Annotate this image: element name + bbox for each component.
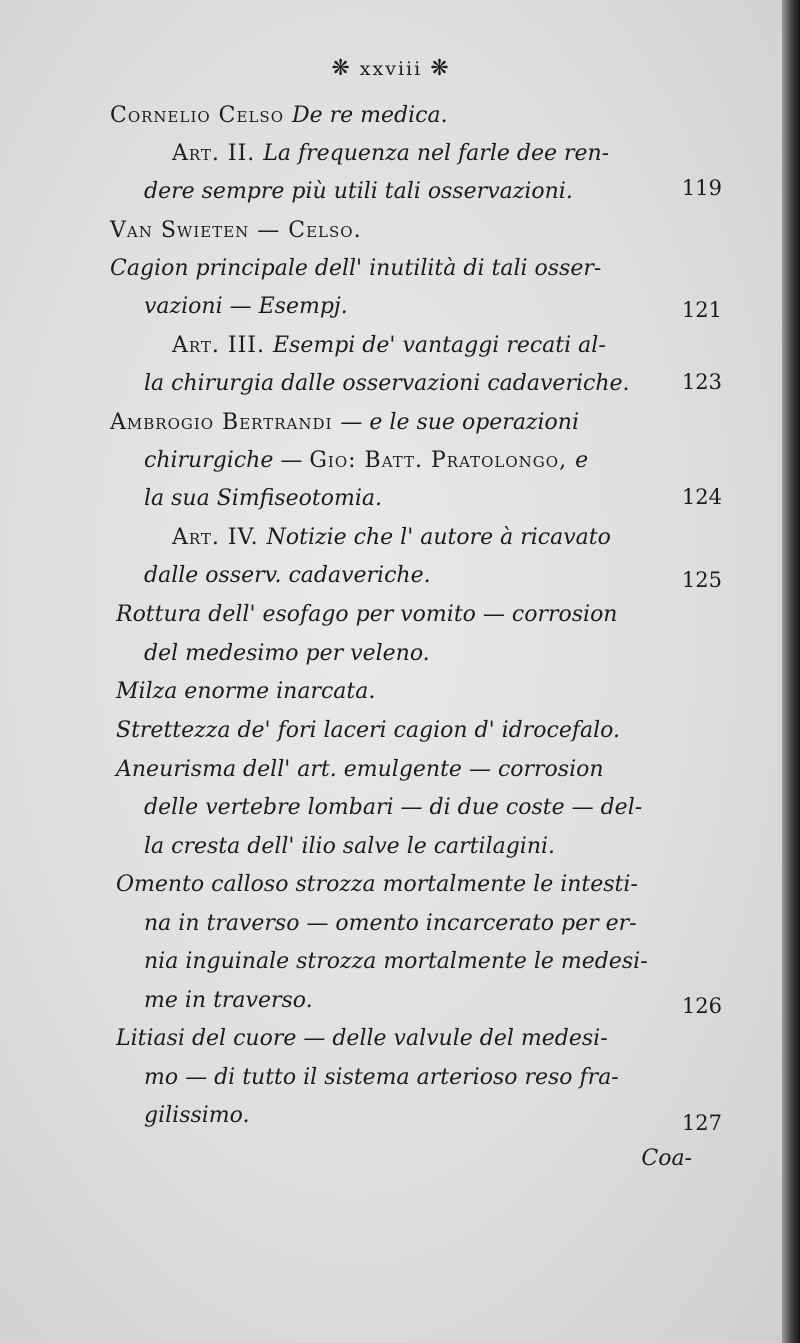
text-run: Esempi de' vantaggi recati al-	[272, 333, 606, 358]
page-number: 125	[681, 568, 722, 592]
text-line	[144, 834, 555, 859]
text-run: Strettezza de' fori laceri cagion d' idrocefalo.	[116, 718, 621, 743]
text-run: De re medica.	[292, 103, 448, 128]
text-line	[172, 141, 609, 166]
ornament-right-icon: ❋	[430, 56, 451, 81]
text-run: na in traverso — omento incarcerato per er-	[144, 911, 637, 936]
text-line	[144, 448, 588, 473]
page-number: 119	[681, 176, 722, 200]
text-line	[144, 371, 630, 396]
page-number: 126	[681, 994, 722, 1018]
text-line	[110, 218, 362, 243]
text-run: del medesimo per veleno.	[144, 641, 430, 666]
text-line	[144, 1103, 250, 1128]
text-run: e	[575, 448, 589, 473]
text-run: Van Swieten — Celso.	[110, 218, 362, 243]
text-run: la cresta dell' ilio salve le cartilagini.	[144, 834, 556, 859]
text-run: Art. III.	[172, 333, 273, 358]
text-run: Aneurisma dell' art. emulgente — corrosion	[116, 757, 604, 782]
text-line	[116, 602, 617, 627]
text-line	[144, 988, 313, 1013]
text-run: la chirurgia dalle osservazioni cadaveriche.	[144, 371, 630, 396]
text-line	[110, 256, 601, 281]
text-line	[116, 718, 620, 743]
text-line	[144, 486, 382, 511]
page-number: 121	[681, 298, 722, 322]
text-run: Litiasi del cuore — delle valvule del medesi-	[116, 1026, 608, 1051]
text-run: Notizie che l' autore à ricavato	[266, 525, 611, 550]
text-run: vazioni — Esempj.	[144, 294, 348, 319]
text-run: dalle osserv. cadaveriche.	[144, 563, 431, 588]
text-line	[172, 525, 611, 550]
text-line	[110, 103, 448, 128]
text-run: Ambrogio Bertrandi	[110, 410, 341, 435]
text-line	[144, 795, 642, 820]
book-gutter-shadow	[782, 0, 800, 1343]
text-line	[110, 410, 579, 435]
text-run: gilissimo.	[144, 1103, 250, 1128]
text-line	[172, 333, 606, 358]
text-run: — e le sue operazioni	[340, 410, 580, 435]
text-run: Milza enorme inarcata.	[116, 679, 376, 704]
catchword: Coa-	[641, 1146, 692, 1171]
text-run: Cagion principale dell' inutilità di tali osser-	[110, 256, 602, 281]
text-line	[116, 1026, 608, 1051]
text-line	[116, 679, 375, 704]
text-line	[144, 1065, 619, 1090]
text-run: delle vertebre lombari — di due coste — del-	[144, 795, 643, 820]
text-line	[116, 872, 638, 897]
text-run: Cornelio Celso	[110, 103, 292, 128]
text-run: Omento calloso strozza mortalmente le intesti-	[116, 872, 638, 897]
text-run: Art. IV.	[172, 525, 267, 550]
page-number: 127	[681, 1111, 722, 1135]
text-line	[144, 641, 430, 666]
text-run: nia inguinale strozza mortalmente le medesi-	[144, 949, 648, 974]
text-run: La frequenza nel farle dee ren-	[263, 141, 610, 166]
page-number: 123	[681, 370, 722, 394]
text-line	[144, 911, 637, 936]
text-line	[144, 179, 573, 204]
text-line	[144, 294, 348, 319]
page-numeral: xxviii	[359, 58, 423, 80]
text-run: chirurgiche —	[144, 448, 310, 473]
text-run: me in traverso.	[144, 988, 313, 1013]
page-header	[0, 56, 782, 81]
ornament-left-icon: ❋	[331, 56, 352, 81]
text-run: Gio: Batt. Pratolongo,	[309, 448, 576, 473]
text-run: Art. II.	[172, 141, 264, 166]
text-run: la sua Simfiseotomia.	[144, 486, 383, 511]
text-run: dere sempre più utili tali osservazioni.	[144, 179, 573, 204]
text-line	[116, 757, 604, 782]
text-run: mo — di tutto il sistema arterioso reso fra-	[144, 1065, 619, 1090]
text-line	[144, 563, 431, 588]
text-run: Rottura dell' esofago per vomito — corrosion	[116, 602, 618, 627]
page-number: 124	[681, 485, 722, 509]
text-line	[144, 949, 648, 974]
